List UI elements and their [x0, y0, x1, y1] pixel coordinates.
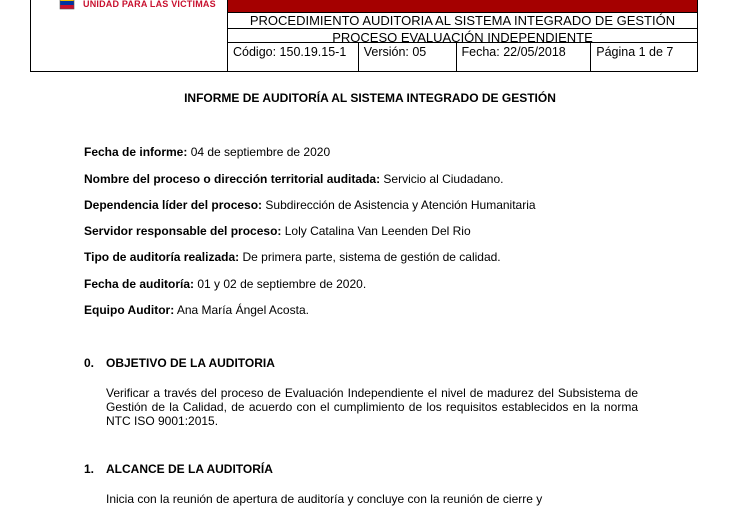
header-info [228, 0, 698, 72]
report-title: INFORME DE AUDITORÍA AL SISTEMA INTEGRADO DE GESTIÓN [184, 91, 556, 105]
header-metadata-row [228, 42, 697, 71]
section-heading-objetivo [84, 356, 275, 370]
field-label: Fecha de auditoría: [84, 277, 195, 291]
field-label: Servidor responsable del proceso: [84, 224, 282, 238]
section-number: 0. [84, 356, 95, 370]
header-code: Código: 150.19.15-1 [228, 43, 359, 71]
field-fecha-informe [84, 145, 330, 159]
header-page: Página 1 de 7 [596, 45, 674, 59]
field-proceso-auditado [84, 172, 503, 186]
field-label: Fecha de informe: [84, 145, 188, 159]
header-date: Fecha: 22/05/2018 [457, 43, 592, 71]
field-value: Servicio al Ciudadano. [380, 172, 504, 186]
section-text-alcance: Inicia con la reunión de apertura de auditoría y concluye con la reunión de cierre y [106, 492, 543, 506]
header-logo-cell [30, 0, 228, 72]
coat-of-arms-icon [57, 0, 77, 11]
header-process-title: PROCESO EVALUACIÓN INDEPENDIENTE [228, 28, 697, 42]
header-version: Versión: 05 [359, 43, 457, 71]
field-label: Tipo de auditoría realizada: [84, 250, 240, 264]
field-label: Nombre del proceso o dirección territorial auditada: [84, 172, 381, 186]
field-value: Subdirección de Asistencia y Atención Humanitaria [262, 198, 536, 212]
field-label: Dependencia líder del proceso: [84, 198, 263, 212]
logo [57, 0, 216, 11]
header-color-band [228, 0, 697, 12]
field-value: 01 y 02 de septiembre de 2020. [194, 277, 367, 291]
section-title: ALCANCE DE LA AUDITORÍA [106, 462, 273, 476]
field-label: Equipo Auditor: [84, 303, 175, 317]
field-value: Ana María Ángel Acosta. [174, 303, 309, 317]
field-value: De primera parte, sistema de gestión de calidad. [239, 250, 501, 264]
section-heading-alcance [84, 462, 273, 476]
logo-text: UNIDAD PARA LAS VÍCTIMAS [83, 0, 216, 9]
field-value: Loly Catalina Van Leenden Del Rio [281, 224, 471, 238]
field-equipo-auditor [84, 303, 309, 317]
section-title: OBJETIVO DE LA AUDITORIA [106, 356, 275, 370]
field-dependencia-lider [84, 198, 536, 212]
section-number: 1. [84, 462, 95, 476]
field-tipo-auditoria [84, 250, 501, 264]
header-procedure-title: PROCEDIMIENTO AUDITORIA AL SISTEMA INTEGRADO DE GESTIÓN [228, 12, 697, 28]
field-servidor-responsable [84, 224, 471, 238]
field-value: 04 de septiembre de 2020 [187, 145, 331, 159]
field-fecha-auditoria [84, 277, 366, 291]
section-text-objetivo: Verificar a través del proceso de Evaluación Independiente el nivel de madurez del Subsistema de Gestión de la Calidad, de acuerdo con el cumplimiento de los requisitos establecidos en la norma NTC ISO 9001:2015. [106, 386, 638, 428]
